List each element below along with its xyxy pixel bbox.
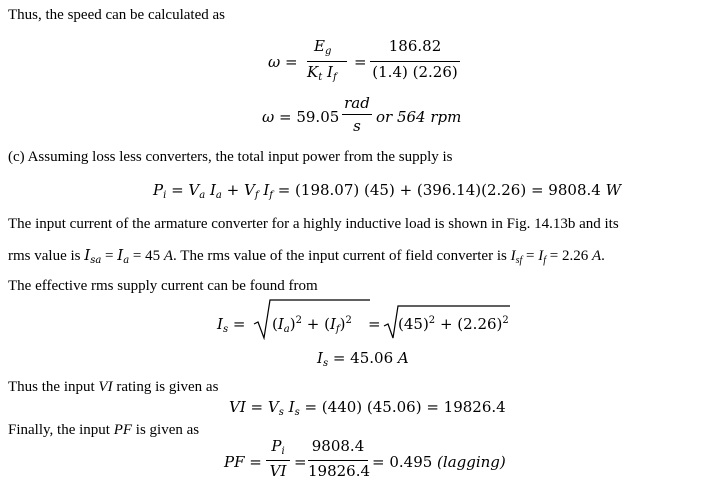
text-line: Finally, the input PF is given as <box>8 422 200 438</box>
text-line: The effective rms supply current can be found from <box>8 278 318 294</box>
text-line: Thus the input VI rating is given as <box>8 379 219 395</box>
text-line: (c) Assuming loss less converters, the total input power from the supply is <box>8 149 453 165</box>
text-line: Thus, the speed can be calculated as <box>8 7 225 23</box>
equation-is: $I_s = 45.06$ A <box>317 349 409 369</box>
equation-vi: VI = $V_s$ $I_s = (440) (45.06) = 19826.4$ <box>229 398 506 418</box>
text-line: The input current of the armature converter for a highly inductive load is shown in Fig. 14.13b and its <box>8 216 619 232</box>
text-line: rms value is $I_{sa} = I_a = 45$ A. The rms value of the input current of field converter is $I_{sf} = I_f = 2.26$ A. <box>8 246 605 266</box>
equation-power: $P_i = V_a$ $I_a + V_f$ $I_f = (198.07) (45) + (396.14)(2.26) = 9808.4$ W <box>153 181 621 201</box>
